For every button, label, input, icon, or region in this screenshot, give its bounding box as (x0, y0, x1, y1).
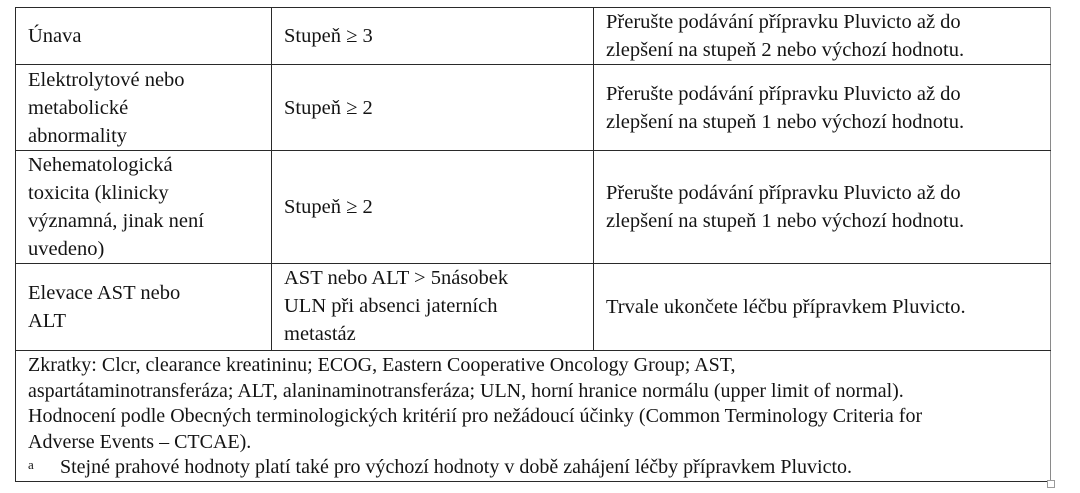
footnote-row (16, 351, 1051, 482)
action-text: Trvale ukončete léčbu přípravkem Pluvicto. (606, 296, 966, 318)
reaction-line: Elevace AST nebo (28, 282, 181, 304)
reaction-line: Nehematologická (28, 154, 173, 176)
severity-line: AST nebo ALT > 5násobek (284, 267, 509, 289)
abbreviations-line: Zkratky: Clcr, clearance kreatininu; ECOG, Eastern Cooperative Oncology Group; AST, (28, 354, 736, 376)
reaction-line: ALT (28, 310, 66, 332)
dose-modification-table (15, 7, 1051, 482)
footnote-a (28, 455, 1042, 481)
severity-cell (272, 264, 594, 351)
action-cell (594, 151, 1051, 264)
abbreviations-line: aspartátaminotransferáza; ALT, alaninaminotransferáza; ULN, horní hranice normálu (upper limit of normal). (28, 379, 904, 402)
reaction-text: Únava (28, 25, 82, 47)
severity-text: Stupeň ≥ 2 (284, 196, 373, 218)
action-line: Přerušte podávání přípravku Pluvicto až do (606, 82, 961, 105)
table-row (16, 8, 1051, 65)
reaction-cell (16, 65, 272, 151)
footnote-marker: a (28, 457, 34, 472)
reaction-line: abnormality (28, 124, 128, 147)
reaction-cell (16, 264, 272, 351)
reaction-cell (16, 151, 272, 264)
action-cell (594, 8, 1051, 65)
severity-line: metastáz (284, 323, 356, 345)
action-line: zlepšení na stupeň 1 nebo výchozí hodnotu. (606, 110, 965, 133)
severity-text: Stupeň ≥ 3 (284, 25, 373, 47)
action-line: zlepšení na stupeň 2 nebo výchozí hodnotu. (606, 39, 965, 61)
abbreviations-line: Hodnocení podle Obecných terminologických kritérií pro nežádoucí účinky (Common Terminology Criteria for (28, 405, 923, 427)
reaction-line: toxicita (klinicky (28, 182, 169, 204)
reaction-cell (16, 8, 272, 65)
table-resize-handle[interactable] (1047, 480, 1055, 488)
action-line: zlepšení na stupeň 1 nebo výchozí hodnotu. (606, 210, 965, 232)
table-row (16, 65, 1051, 151)
severity-cell (272, 151, 594, 264)
action-line: Přerušte podávání přípravku Pluvicto až do (606, 182, 961, 204)
severity-line: ULN při absenci jaterních (284, 295, 498, 317)
reaction-line: uvedeno) (28, 238, 105, 260)
table-row (16, 264, 1051, 351)
reaction-line: Elektrolytové nebo (28, 68, 185, 91)
reaction-line: významná, jinak není (28, 210, 204, 232)
reaction-line: metabolické (28, 96, 129, 119)
footnote-cell (16, 351, 1051, 482)
severity-text: Stupeň ≥ 2 (284, 96, 373, 119)
action-cell (594, 65, 1051, 151)
abbreviations-line: Adverse Events – CTCAE). (28, 430, 252, 453)
table-row (16, 151, 1051, 264)
severity-cell (272, 8, 594, 65)
action-cell (594, 264, 1051, 351)
footnote-text: Stejné prahové hodnoty platí také pro výchozí hodnoty v době zahájení léčby přípravkem Pluvicto. (60, 456, 853, 478)
severity-cell (272, 65, 594, 151)
action-line: Přerušte podávání přípravku Pluvicto až do (606, 11, 961, 33)
